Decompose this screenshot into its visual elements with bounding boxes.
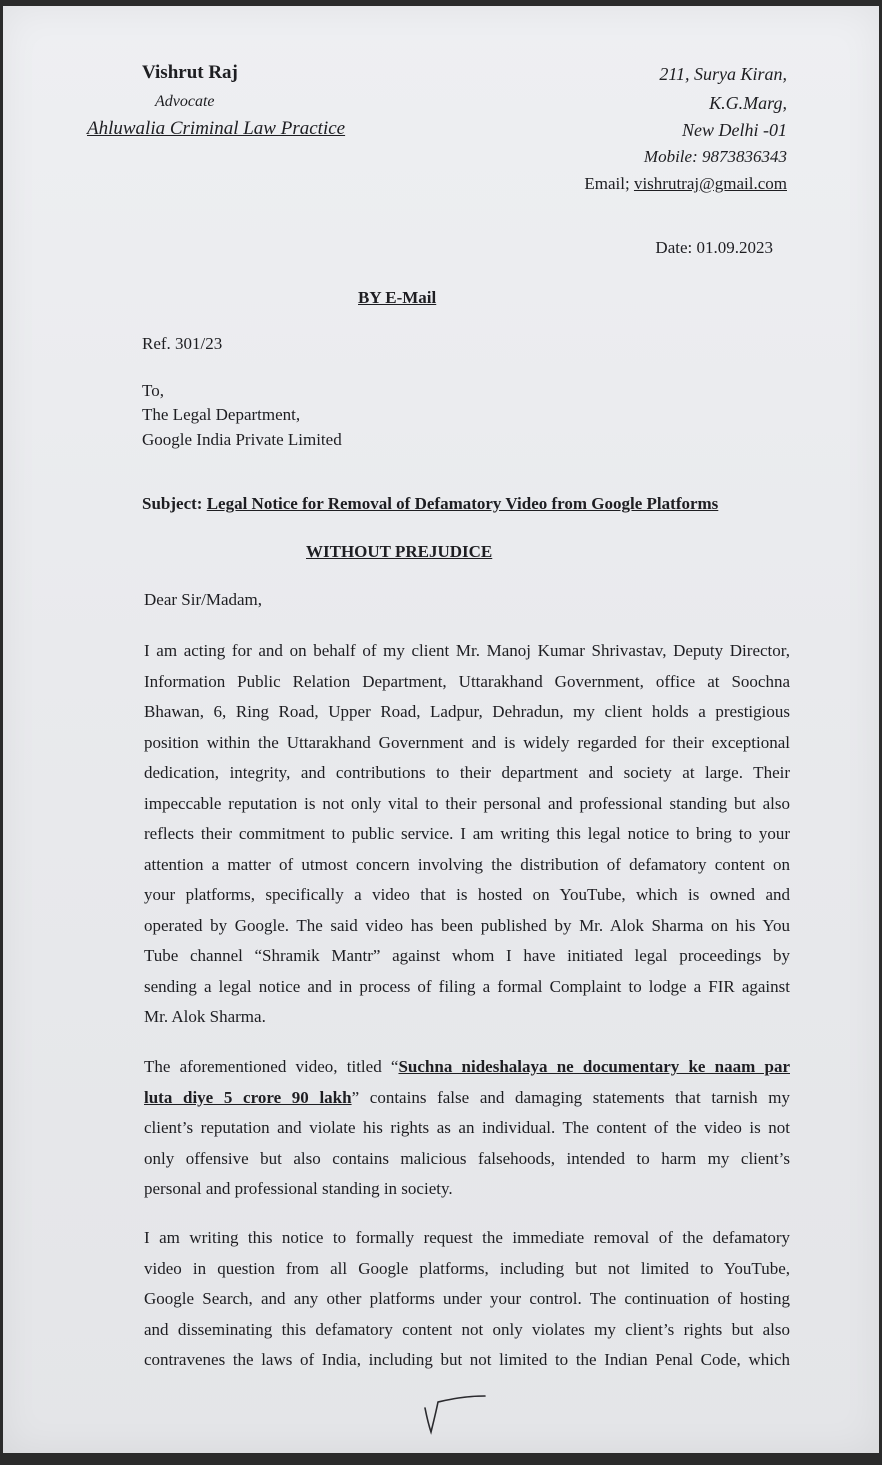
paragraph-1-line: attention a matter of utmost concern involving the distribution of defamatory content on [144, 854, 790, 874]
video-title-intro: The aforementioned video, titled “ [144, 1057, 399, 1076]
paragraph-3-line: video in question from all Google platforms, including but not limited to YouTube, [144, 1258, 790, 1278]
email-line [584, 174, 787, 194]
paragraph-2 [144, 1052, 790, 1205]
paragraph-2-line: personal and professional standing in society. [144, 1179, 453, 1198]
paragraph-1-line: Information Public Relation Department, Uttarakhand Government, office at Soochna [144, 671, 790, 691]
paragraph-1 [144, 636, 790, 1033]
paragraph-1-line: Tube channel “Shramik Mantr” against whom I have initiated legal proceedings by [144, 946, 790, 965]
paragraph-3-line: I am writing this notice to formally request the immediate removal of the defamatory [144, 1228, 790, 1247]
paragraph-3-line: contravenes the laws of India, including but not limited to the Indian Penal Code, which [144, 1350, 790, 1369]
signature-mark [413, 1384, 493, 1444]
recipient-to: To, [142, 381, 164, 400]
paragraph-1-line: operated by Google. The said video has been published by Mr. Alok Sharma on his You [144, 915, 790, 935]
sender-title: Advocate [155, 93, 215, 110]
paragraph-1-line: position within the Uttarakhand Government and is widely regarded for their exceptional [144, 732, 790, 752]
paragraph-1-line: your platforms, specifically a video that is hosted on YouTube, which is owned and [144, 885, 790, 904]
address-line-1: 211, Surya Kiran, [659, 64, 787, 84]
paragraph-1-line: Mr. Alok Sharma. [144, 1007, 266, 1026]
paragraph-3-line: Google Search, and any other platforms under your control. The continuation of hosting [144, 1289, 790, 1308]
recipient-company: Google India Private Limited [142, 430, 342, 449]
mobile-number: Mobile: 9873836343 [643, 147, 787, 166]
subject-label: Subject: [142, 494, 207, 513]
address-line-3: New Delhi -01 [682, 120, 787, 140]
reference-number: Ref. 301/23 [142, 334, 223, 353]
paragraph-1-line: reflects their commitment to public service. I am writing this legal notice to bring to your [144, 824, 790, 843]
email-label: Email; [584, 174, 634, 193]
letter-date: Date: 01.09.2023 [655, 238, 773, 257]
address-line-2: K.G.Marg, [709, 93, 787, 113]
sender-name: Vishrut Raj [142, 62, 238, 83]
paragraph-3 [144, 1223, 790, 1376]
paragraph-3-line: and disseminating this defamatory content not only violates my client’s rights but also [144, 1319, 790, 1339]
paragraph-1-line: impeccable reputation is not only vital to their personal and professional standing but also [144, 793, 790, 813]
paragraph-2-line [144, 1052, 790, 1083]
paragraph-2-line: client’s reputation and violate his rights as an individual. The content of the video is not [144, 1118, 790, 1137]
sender-firm: Ahluwalia Criminal Law Practice [87, 118, 346, 139]
video-title-after: ” contains false and damaging statements that tarnish my [351, 1087, 790, 1107]
subject-line [142, 494, 718, 514]
salutation: Dear Sir/Madam, [144, 590, 263, 609]
paragraph-1-line: Bhawan, 6, Ring Road, Upper Road, Ladpur, Dehradun, my client holds a prestigious [144, 702, 790, 721]
subject-text: Legal Notice for Removal of Defamatory Video from Google Platforms [206, 494, 719, 513]
paragraph-1-line: sending a legal notice and in process of filing a formal Complaint to lodge a FIR against [144, 976, 790, 996]
paragraph-2-line: only offensive but also contains malicious falsehoods, intended to harm my client’s [144, 1148, 790, 1168]
email-link[interactable]: vishrutraj@gmail.com [633, 174, 787, 193]
delivery-mode: BY E-Mail [358, 288, 437, 307]
paragraph-1-line: I am acting for and on behalf of my client Mr. Manoj Kumar Shrivastav, Deputy Director, [144, 641, 790, 660]
paragraph-2-line [144, 1083, 790, 1114]
video-title-part-1: Suchna nideshalaya ne documentary ke naam par [398, 1057, 790, 1076]
without-prejudice-heading: WITHOUT PREJUDICE [306, 542, 493, 561]
letter-page [3, 6, 879, 1453]
paragraph-1-line: dedication, integrity, and contributions to their department and society at large. Their [144, 763, 790, 782]
video-title-part-2: luta diye 5 crore 90 lakh [144, 1087, 352, 1107]
recipient-department: The Legal Department, [142, 405, 301, 424]
